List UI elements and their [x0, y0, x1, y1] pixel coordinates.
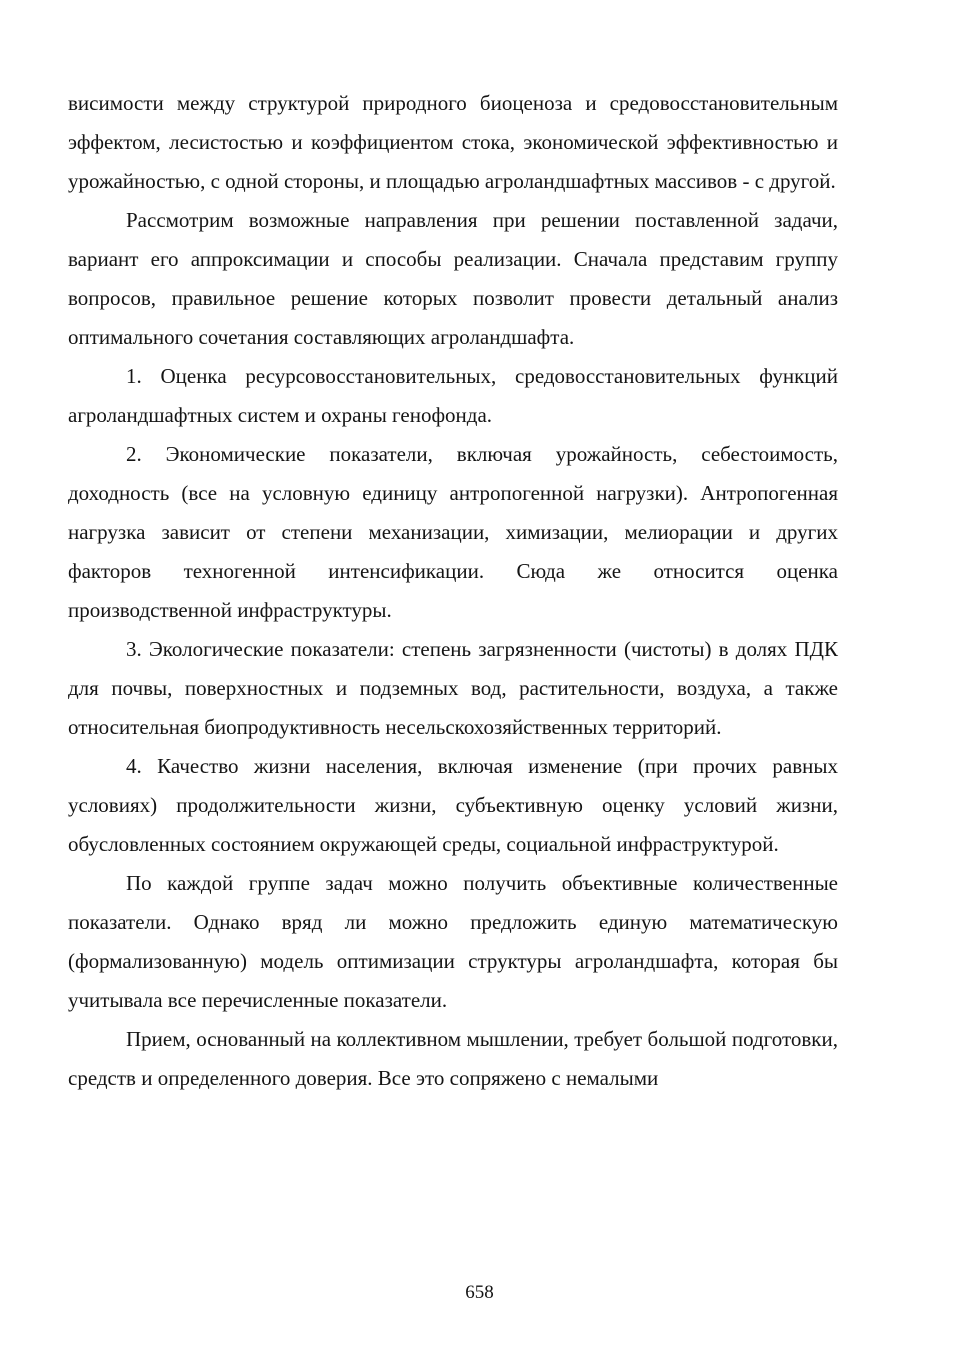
page-number: 658 — [465, 1282, 494, 1303]
body-text — [68, 84, 838, 1098]
list-item-1: 1. Оценка ресурсовосстановительных, средовосстановительных функций агроландшафтных систем и охраны генофонда. — [68, 364, 838, 427]
paragraph-continuation: висимости между структурой природного биоценоза и средовосстановительным эффектом, лесистостью и коэффициентом стока, экономической эффективностью и урожайностью, с одной стороны, и площадью агроландшафтных массивов - с другой. — [68, 91, 838, 193]
list-item-2: 2. Экономические показатели, включая урожайность, себестоимость, доходность (все на условную единицу антропогенной нагрузки). Антропогенная нагрузка зависит от степени механизации, химизации, мелиорации и других факторов техногенной интенсификации. Сюда же относится оценка производственной инфраструктуры. — [68, 442, 838, 622]
paragraph-collective-thinking: Прием, основанный на коллективном мышлении, требует большой подготовки, средств и определенного доверия. Все это сопряжено с немалыми — [68, 1027, 838, 1090]
list-item-4: 4. Качество жизни населения, включая изменение (при прочих равных условиях) продолжительности жизни, субъективную оценку условий жизни, обусловленных состоянием окружающей среды, социальной инфраструктурой. — [68, 754, 838, 856]
list-item-3: 3. Экологические показатели: степень загрязненности (чистоты) в долях ПДК для почвы, поверхностных и подземных вод, растительности, воздуха, а также относительная биопродуктивность несельскохозяйственных территорий. — [68, 637, 838, 739]
paragraph-directions: Рассмотрим возможные направления при решении поставленной задачи, вариант его аппроксимации и способы реализации. Сначала представим группу вопросов, правильное решение которых позволит провести детальный анализ оптимального сочетания составляющих агроландшафта. — [68, 208, 838, 349]
paragraph-indicators: По каждой группе задач можно получить объективные количественные показатели. Однако вряд ли можно предложить единую математическую (формализованную) модель оптимизации структуры агроландшафта, которая бы учитывала все перечисленные показатели. — [68, 871, 838, 1012]
